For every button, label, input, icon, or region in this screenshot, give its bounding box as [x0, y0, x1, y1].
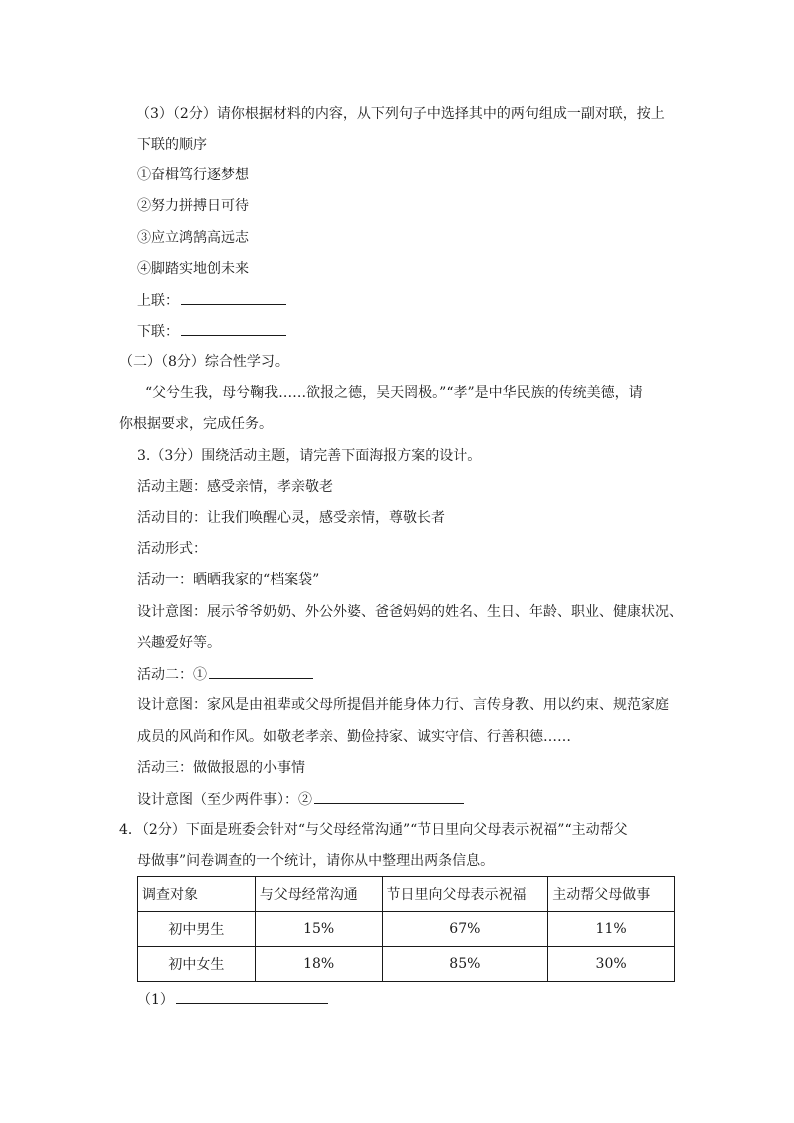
q3-intent3-label: 设计意图（至少两件事）：②: [137, 792, 312, 808]
upper-couplet-answer: [137, 290, 286, 311]
lower-couplet-answer: [137, 321, 286, 342]
q4-answer1-label: （1）: [137, 992, 174, 1008]
table-cell: 67%: [382, 912, 548, 947]
table-cell: 初中女生: [138, 947, 256, 982]
section2-intro-line2: 你根据要求，完成任务。: [119, 416, 273, 432]
q3-intent2-line2: 成员的风尚和作风。如敬老孝亲、勤俭持家、诚实守信、行善积德……: [137, 729, 571, 745]
q3-activity2-label: 活动二：①: [137, 667, 207, 683]
q4-answer1: [137, 989, 328, 1010]
option-2: ②努力拼搏日可待: [137, 198, 249, 214]
table-header-cell: 节日里向父母表示祝福: [382, 877, 548, 912]
q3-intent1-line1: 设计意图：展示爷爷奶奶、外公外婆、爸爸妈妈的姓名、生日、年龄、职业、健康状况、: [137, 604, 683, 620]
q3-title: 3.（3分）围绕活动主题，请完善下面海报方案的设计。: [137, 448, 482, 464]
upper-couplet-blank[interactable]: [181, 290, 286, 305]
table-cell: 18%: [255, 947, 382, 982]
survey-table: [137, 876, 675, 982]
q3-theme: 活动主题：感受亲情，孝亲敬老: [137, 479, 333, 495]
q3-activity1: 活动一：晒晒我家的“档案袋”: [137, 572, 320, 588]
table-header-cell: 主动帮父母做事: [548, 877, 675, 912]
intent3-blank[interactable]: [314, 789, 464, 804]
q3-form: 活动形式：: [137, 541, 207, 557]
q4-line2: 母做事”问卷调查的一个统计，请你从中整理出两条信息。: [137, 853, 495, 869]
section2-heading: （二）（8分）综合性学习。: [119, 354, 289, 370]
q3-intent1-line2: 兴趣爱好等。: [137, 635, 221, 651]
q3-part3-line1: （3）（2分）请你根据材料的内容，从下列句子中选择其中的两句组成一副对联，按上: [136, 106, 665, 122]
activity2-blank[interactable]: [209, 664, 313, 679]
table-cell: 30%: [548, 947, 675, 982]
q3-part3-line2: 下联的顺序: [137, 137, 207, 153]
table-header-cell: 与父母经常沟通: [255, 877, 382, 912]
table-row: [138, 912, 675, 947]
section2-intro-line1: “父兮生我，母兮鞠我……欲报之德，吴天罔极。”“孝”是中华民族的传统美德，请: [145, 385, 643, 401]
q3-intent2-line1: 设计意图：家风是由祖辈或父母所提倡并能身体力行、言传身教、用以约束、规范家庭: [137, 697, 669, 713]
option-1: ①奋楫笃行逐梦想: [137, 167, 249, 183]
table-cell: 初中男生: [138, 912, 256, 947]
option-4: ④脚踏实地创未来: [137, 261, 249, 277]
q3-activity3: 活动三：做做报恩的小事情: [137, 760, 305, 776]
q3-intent3: [137, 789, 464, 810]
table-row: [138, 947, 675, 982]
table-header-cell: 调查对象: [138, 877, 256, 912]
table-cell: 85%: [382, 947, 548, 982]
q3-activity2: [137, 664, 313, 685]
option-3: ③应立鸿鹄高远志: [137, 230, 249, 246]
q3-purpose: 活动目的：让我们唤醒心灵，感受亲情，尊敬长者: [137, 510, 445, 526]
table-header-row: [138, 877, 675, 912]
upper-couplet-label: 上联：: [137, 293, 179, 309]
table-cell: 11%: [548, 912, 675, 947]
lower-couplet-label: 下联：: [137, 324, 179, 340]
answer1-blank[interactable]: [176, 989, 328, 1004]
lower-couplet-blank[interactable]: [181, 321, 286, 336]
table-cell: 15%: [255, 912, 382, 947]
q4-line1: 4．（2分）下面是班委会针对“与父母经常沟通”“节日里向父母表示祝福”“主动帮父: [119, 822, 628, 838]
